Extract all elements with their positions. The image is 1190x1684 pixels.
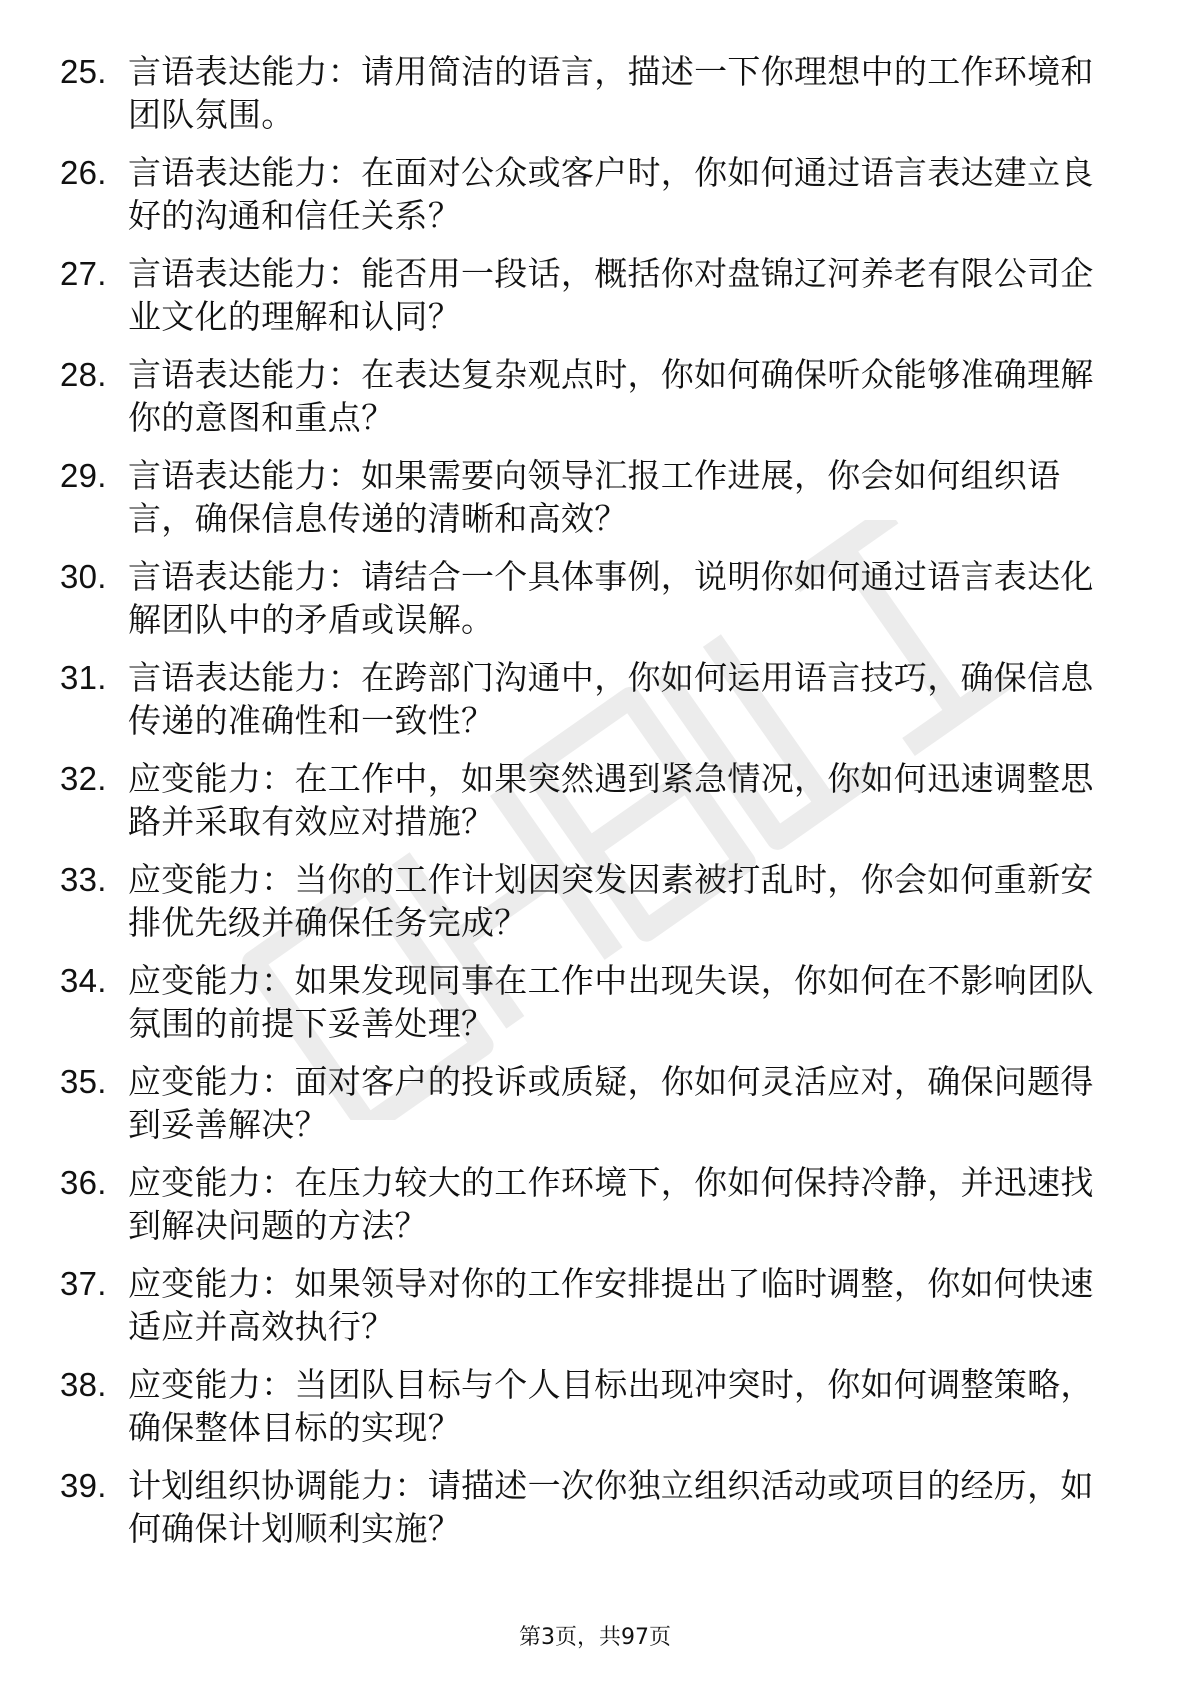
question-text: 言语表达能力：如果需要向领导汇报工作进展，你会如何组织语言，确保信息传递的清晰和高效？ xyxy=(128,456,1061,538)
question-text: 言语表达能力：能否用一段话，概括你对盘锦辽河养老有限公司企业文化的理解和认同？ xyxy=(128,254,1094,336)
question-text: 应变能力：面对客户的投诉或质疑，你如何灵活应对，确保问题得到妥善解决？ xyxy=(128,1062,1094,1144)
question-number: 29. xyxy=(60,457,107,494)
question-item xyxy=(60,1060,1120,1146)
question-text: 计划组织协调能力：请描述一次你独立组织活动或项目的经历，如何确保计划顺利实施？ xyxy=(128,1466,1094,1548)
question-item xyxy=(60,555,1120,641)
question-item xyxy=(60,1262,1120,1348)
question-item xyxy=(60,1464,1120,1550)
question-number: 35. xyxy=(60,1063,107,1100)
question-number: 27. xyxy=(60,255,107,292)
question-item xyxy=(60,656,1120,742)
question-item xyxy=(60,50,1120,136)
question-text: 言语表达能力：在表达复杂观点时，你如何确保听众能够准确理解你的意图和重点？ xyxy=(128,355,1094,437)
question-number: 28. xyxy=(60,356,107,393)
question-number: 37. xyxy=(60,1265,107,1302)
question-text: 言语表达能力：请结合一个具体事例，说明你如何通过语言表达化解团队中的矛盾或误解。 xyxy=(128,557,1094,639)
question-text: 应变能力：在压力较大的工作环境下，你如何保持冷静，并迅速找到解决问题的方法？ xyxy=(128,1163,1094,1245)
question-text: 言语表达能力：请用简洁的语言，描述一下你理想中的工作环境和团队氛围。 xyxy=(128,52,1094,134)
question-number: 26. xyxy=(60,154,107,191)
question-text: 应变能力：如果发现同事在工作中出现失误，你如何在不影响团队氛围的前提下妥善处理？ xyxy=(128,961,1094,1043)
question-item xyxy=(60,454,1120,540)
question-item xyxy=(60,757,1120,843)
question-item xyxy=(60,858,1120,944)
question-text: 应变能力：当你的工作计划因突发因素被打乱时，你会如何重新安排优先级并确保任务完成？ xyxy=(128,860,1094,942)
question-number: 34. xyxy=(60,962,107,999)
question-text: 言语表达能力：在面对公众或客户时，你如何通过语言表达建立良好的沟通和信任关系？ xyxy=(128,153,1094,235)
question-number: 38. xyxy=(60,1366,107,1403)
question-number: 33. xyxy=(60,861,107,898)
question-item xyxy=(60,1363,1120,1449)
page-footer: 第3页，共97页 xyxy=(519,1625,671,1650)
question-number: 39. xyxy=(60,1467,107,1504)
question-item xyxy=(60,1161,1120,1247)
question-number: 30. xyxy=(60,558,107,595)
question-item xyxy=(60,353,1120,439)
question-number: 25. xyxy=(60,53,107,90)
question-list xyxy=(60,50,1120,1565)
question-item xyxy=(60,252,1120,338)
question-item xyxy=(60,151,1120,237)
question-number: 32. xyxy=(60,760,107,797)
question-text: 应变能力：在工作中，如果突然遇到紧急情况，你如何迅速调整思路并采取有效应对措施？ xyxy=(128,759,1094,841)
question-item xyxy=(60,959,1120,1045)
question-number: 31. xyxy=(60,659,107,696)
question-text: 应变能力：当团队目标与个人目标出现冲突时，你如何调整策略，确保整体目标的实现？ xyxy=(128,1365,1094,1447)
question-text: 言语表达能力：在跨部门沟通中，你如何运用语言技巧，确保信息传递的准确性和一致性？ xyxy=(128,658,1094,740)
question-text: 应变能力：如果领导对你的工作安排提出了临时调整，你如何快速适应并高效执行？ xyxy=(128,1264,1094,1346)
question-number: 36. xyxy=(60,1164,107,1201)
